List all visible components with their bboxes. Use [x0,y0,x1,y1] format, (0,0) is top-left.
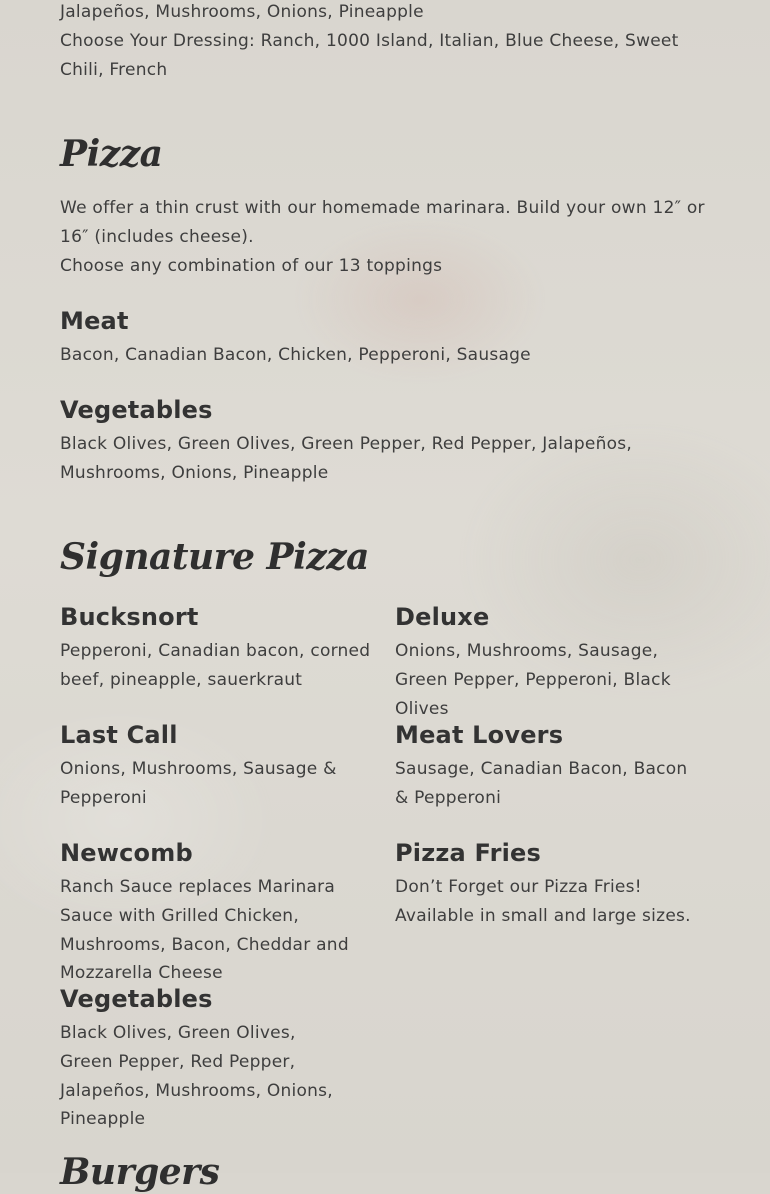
pizza-meat-heading: Meat [60,307,129,335]
signature-item-name: Vegetables [60,985,213,1013]
signature-item-desc: Sausage, Canadian Bacon, Bacon & Pepperoni [395,759,688,808]
burgers-section-title: Burgers [60,1151,220,1193]
pizza-meat-items: Bacon, Canadian Bacon, Chicken, Pepperoni, Sausage [60,345,531,365]
pizza-choose-toppings: Choose any combination of our 13 toppings [60,256,443,276]
signature-item-name: Deluxe [395,603,490,631]
signature-item-desc: Don’t Forget our Pizza Fries! Available in small and large sizes. [395,877,691,926]
pizza-vegetables-heading: Vegetables [60,396,213,424]
salad-toppings-end: Jalapeños, Mushrooms, Onions, Pineapple [60,2,424,22]
signature-item-name: Newcomb [60,839,193,867]
signature-pizza-title: Signature Pizza [60,536,370,578]
pizza-vegetables-items: Black Olives, Green Olives, Green Pepper, Red Pepper, Jalapeños, Mushrooms, Onions, Pineapple [60,434,633,483]
signature-item-name: Last Call [60,721,178,749]
pizza-intro: We offer a thin crust with our homemade marinara. Build your own 12″ or 16″ (includes cheese). [60,198,705,247]
signature-item-desc: Onions, Mushrooms, Sausage & Pepperoni [60,759,337,808]
signature-item-desc: Pepperoni, Canadian bacon, corned beef, pineapple, sauerkraut [60,641,371,690]
signature-item-desc: Onions, Mushrooms, Sausage, Green Pepper, Pepperoni, Black Olives [395,641,671,719]
signature-item-name: Meat Lovers [395,721,564,749]
signature-item-name: Bucksnort [60,603,199,631]
salad-dressing-options: Choose Your Dressing: Ranch, 1000 Island, Italian, Blue Cheese, Sweet Chili, French [60,31,679,80]
signature-item-name: Pizza Fries [395,839,541,867]
signature-item-desc: Black Olives, Green Olives, Green Pepper, Red Pepper, Jalapeños, Mushrooms, Onions, Pineapple [60,1023,333,1130]
pizza-section-title: Pizza [60,133,163,175]
signature-item-desc: Ranch Sauce replaces Marinara Sauce with Grilled Chicken, Mushrooms, Bacon, Cheddar and Mozzarella Cheese [60,877,349,984]
